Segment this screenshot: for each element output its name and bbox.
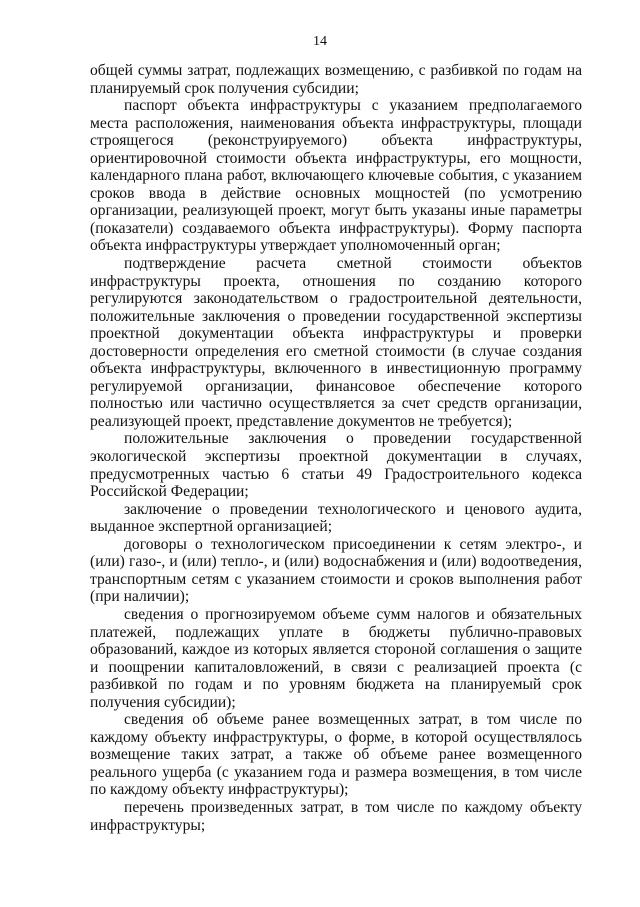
paragraph: сведения о прогнозируемом объеме сумм налогов и обязательных платежей, подлежащих уплате в бюджеты публично-правовых образований, каждое из которых является стороной соглашения о защите и поощрении капиталовложений, в связи с реализацией проекта (с разбивкой по годам и по уровням бюджета на планируемый срок получения субсидии); [90,605,582,711]
paragraph: паспорт объекта инфраструктуры с указанием предполагаемого места расположения, наименования объекта инфраструктуры, площади строящегося (реконструируемого) объекта инфраструктуры, ориентировочной стоимости объекта инфраструктуры, его мощности, календарного плана работ, включающего ключевые события, с указанием сроков ввода в действие основных мощностей (по усмотрению организации, реализующей проект, могут быть указаны иные параметры (показатели) создаваемого объекта инфраструктуры). Форму паспорта объекта инфраструктуры утверждает уполномоченный орган; [90,97,582,255]
paragraph: договоры о технологическом присоединении к сетям электро-, и (или) газо-, и (или) тепло-, и (или) водоснабжения и (или) водоотведения, транспортным сетям с указанием стоимости и сроков выполнения работ (при наличии); [90,535,582,606]
paragraph: перечень произведенных затрат, в том числе по каждому объекту инфраструктуры; [90,798,582,834]
page-number: 14 [313,34,327,49]
paragraph: положительные заключения о проведении государственной экологической экспертизы проектной документации в случаях, предусмотренных частью 6 статьи 49 Градостроительного кодекса Российской Федерации; [90,430,582,501]
paragraph: подтверждение расчета сметной стоимости объектов инфраструктуры проекта, отношения по созданию которого регулируются законодательством о градостроительной деятельности, положительные заключения о проведении государственной экспертизы проектной документации объекта инфраструктуры и проверки достоверности определения его сметной стоимости (в случае создания объекта инфраструктуры, включенного в инвестиционную программу регулируемой организации, финансовое обеспечение которого полностью или частично осуществляется за счет средств организации, реализующей проект, представление документов не требуется); [90,255,582,430]
paragraph: заключение о проведении технологического и ценового аудита, выданное экспертной организацией; [90,500,582,536]
document-body [90,62,582,834]
paragraph: общей суммы затрат, подлежащих возмещению, с разбивкой по годам на планируемый срок получения субсидии; [90,62,582,97]
paragraph: сведения об объеме ранее возмещенных затрат, в том числе по каждому объекту инфраструктуры, о форме, в которой осуществлялось возмещение таких затрат, а также об объеме ранее возмещенного реального ущерба (с указанием года и размера возмещения, в том числе по каждому объекту инфраструктуры); [90,711,582,799]
